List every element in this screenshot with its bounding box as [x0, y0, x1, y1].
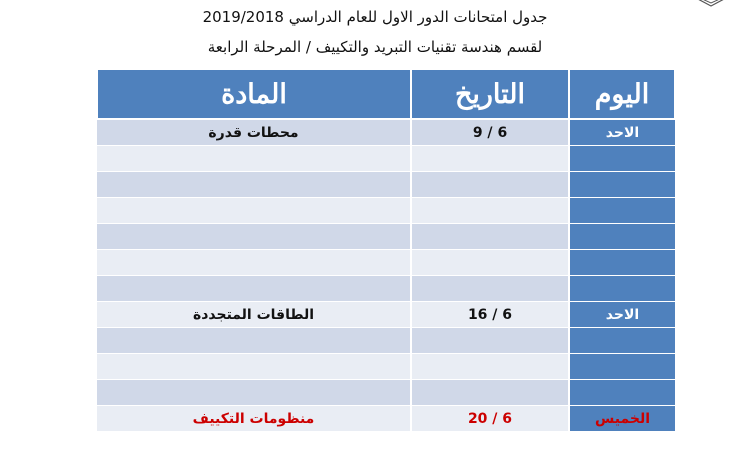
- day-cell: الاحد: [569, 302, 675, 328]
- subject-cell: [97, 146, 411, 172]
- day-cell: [569, 354, 675, 380]
- date-cell: [411, 224, 569, 250]
- subject-cell: [97, 380, 411, 406]
- table-row: [97, 328, 675, 354]
- subject-cell: منظومات التكييف: [97, 406, 411, 432]
- day-cell: [569, 172, 675, 198]
- date-cell: 6 / 9: [411, 119, 569, 146]
- subject-cell: [97, 224, 411, 250]
- table-row: [97, 302, 675, 328]
- table-row: [97, 224, 675, 250]
- day-cell: الاحد: [569, 119, 675, 146]
- date-cell: [411, 146, 569, 172]
- day-cell: [569, 276, 675, 302]
- subject-cell: [97, 276, 411, 302]
- table-row: [97, 250, 675, 276]
- schedule-title: جدول امتحانات الدور الاول للعام الدراسي 2019/2018: [202, 8, 548, 26]
- table-row: [97, 380, 675, 406]
- corner-decoration-icon: [694, 0, 728, 8]
- day-cell: [569, 380, 675, 406]
- day-cell: [569, 250, 675, 276]
- date-cell: [411, 276, 569, 302]
- date-cell: [411, 354, 569, 380]
- subject-cell: الطاقات المتجددة: [97, 302, 411, 328]
- date-cell: [411, 380, 569, 406]
- subject-cell: [97, 198, 411, 224]
- date-cell: [411, 328, 569, 354]
- header-date: التاريخ: [411, 69, 569, 119]
- subject-cell: [97, 354, 411, 380]
- date-cell: 6 / 16: [411, 302, 569, 328]
- table-row: [97, 146, 675, 172]
- table-row: [97, 119, 675, 146]
- date-cell: [411, 198, 569, 224]
- subject-cell: محطات قدرة: [97, 119, 411, 146]
- header-day: اليوم: [569, 69, 675, 119]
- day-cell: الخميس: [569, 406, 675, 432]
- day-cell: [569, 328, 675, 354]
- subject-cell: [97, 328, 411, 354]
- date-cell: [411, 172, 569, 198]
- table-row: [97, 172, 675, 198]
- date-cell: [411, 250, 569, 276]
- date-cell: 6 / 20: [411, 406, 569, 432]
- table-row: [97, 354, 675, 380]
- day-cell: [569, 198, 675, 224]
- day-cell: [569, 146, 675, 172]
- day-cell: [569, 224, 675, 250]
- subject-cell: [97, 250, 411, 276]
- subject-cell: [97, 172, 411, 198]
- table-row: [97, 276, 675, 302]
- header-subject: المادة: [97, 69, 411, 119]
- table-row: [97, 406, 675, 432]
- table-header-row: [97, 69, 675, 119]
- table-row: [97, 198, 675, 224]
- exam-schedule-table: [96, 68, 676, 432]
- department-subtitle: لقسم هندسة تقنيات التبريد والتكييف / المرحلة الرابعة: [207, 38, 543, 56]
